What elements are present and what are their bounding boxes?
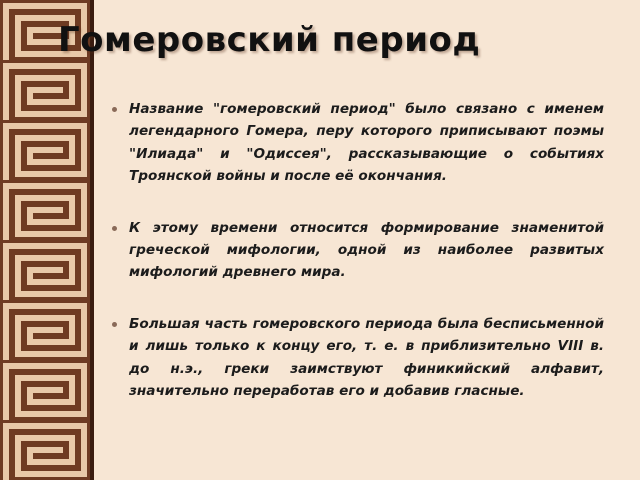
bullet-dot-icon bbox=[112, 322, 117, 327]
bullet-item bbox=[112, 313, 604, 403]
bullet-item bbox=[112, 98, 604, 188]
bullet-dot-icon bbox=[112, 226, 117, 231]
bullet-text: Название "гомеровский период" было связано с именем легендарного Гомера, перу которого приписывают поэмы "Илиада" и "Одиссея", рассказывающие о событиях Троянской войны и после её окончания. bbox=[129, 101, 604, 185]
bullet-text: Большая часть гомеровского периода была бесписьменной и лишь только к концу его, т. е. в приблизительно VIII в. до н.э., греки заимствуют финикийский алфавит, значительно переработав его и добавив гласные. bbox=[129, 315, 604, 400]
border-edge-line bbox=[90, 0, 94, 480]
slide-title: Гомеровский период bbox=[58, 20, 481, 60]
greek-key-pattern bbox=[0, 0, 90, 480]
bullet-list bbox=[112, 98, 604, 431]
bullet-item bbox=[112, 217, 604, 284]
bullet-text: К этому времени относится формирование знаменитой греческой мифологии, одной из наиболее развитых мифологий древнего мира. bbox=[129, 219, 604, 281]
bullet-dot-icon bbox=[112, 107, 117, 112]
greek-key-border bbox=[0, 0, 90, 480]
